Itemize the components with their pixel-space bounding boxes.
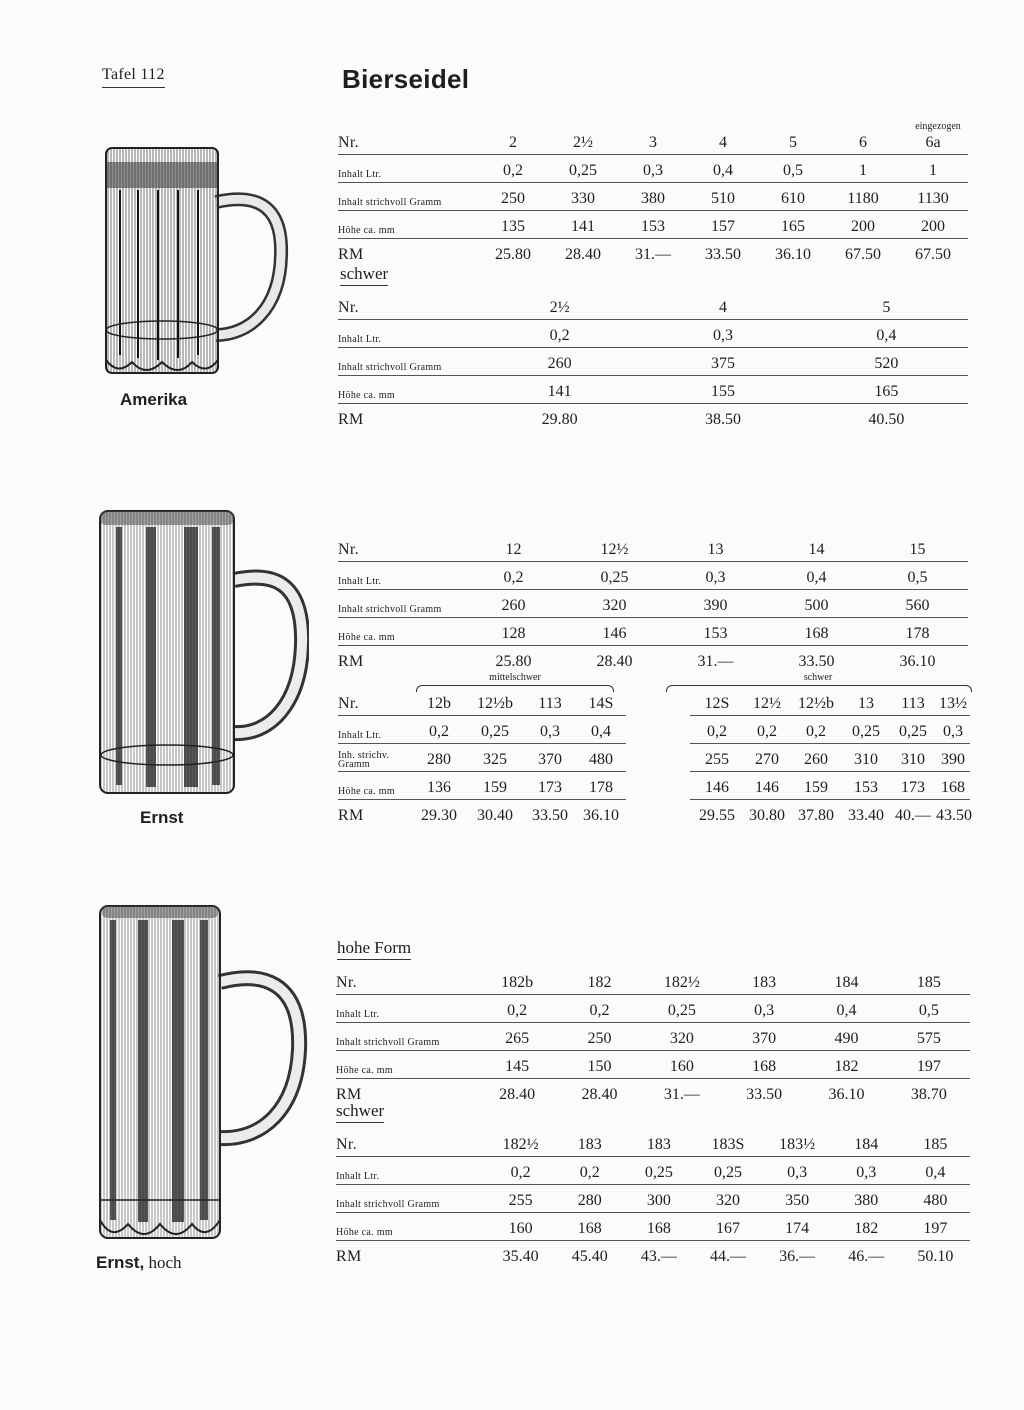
- hoch-schwer-heading: schwer: [336, 1101, 384, 1123]
- page-title: Bierseidel: [342, 64, 470, 94]
- row-gramm: Inhalt strichvoll Gramm 250 330 380 510 610 1180 1130: [338, 183, 968, 211]
- ernst-table: Nr. 12 12½ 13 14 15 Inhalt Ltr. 0,2 0,25 0,3 0,4 0,5 Inhalt strichvoll Gramm 260 320 390 500 560 Höhe ca. mm 128 146 153 168 178 RM 25.80 28.40 31.— 33.50 36.10: [338, 534, 968, 673]
- ernst-mug-illustration: [94, 505, 309, 800]
- amerika-label: Amerika: [120, 390, 188, 409]
- amerika-schwer-heading: schwer: [340, 264, 388, 286]
- hoch-schwer-table: Nr. 182½ 183 183 183S 183½ 184 185 Inhalt Ltr. 0,2 0,2 0,25 0,25 0,3 0,3 0,4 Inhalt strichvoll Gramm 255 280 300 320 350 380 480 Höhe ca. mm 160 168 168 167 174 182 197 RM 35.40 45.40 43.— 44.— 36.— 46.— 50.10: [336, 1129, 970, 1268]
- row-rm: RM 25.80 28.40 31.— 33.50 36.10 67.50 67.50: [338, 246, 951, 263]
- hohe-form-table: Nr. 182b 182 182½ 183 184 185 Inhalt Ltr. 0,2 0,2 0,25 0,3 0,4 0,5 Inhalt strichvoll Gramm 265 250 320 370 490 575 Höhe ca. mm 145 150 160 168 182 197 RM 28.40 28.40 31.— 33.50 36.10 38.70: [336, 967, 970, 1106]
- amerika-mug-illustration: [98, 140, 293, 385]
- group-schwer-label: schwer: [803, 672, 833, 683]
- ernst-hoch-label: Ernst, hoch: [96, 1253, 182, 1272]
- ernst-variants-table: Nr. 12b 12½b 113 14S 12S 12½ 12½b 13 113 13½ Inhalt Ltr. 0,2 0,25 0,3 0,4 0,2 0,2 0,2 0,25 0,25 0,3 Inh. strichv. Gramm 280 325 370 480 255 270 260 310 310 390 Höhe ca. mm 136 159 173 178 146 146 159 153 173 168 RM 29.30 30.40 33.50 36.10 29.55 30.80 37.80 33.40 40.— 43.50: [338, 688, 970, 827]
- ernst-hoch-mug-illustration: [94, 900, 309, 1250]
- hohe-form-heading: hohe Form: [337, 938, 411, 960]
- row-nr: Nr. 2 2½ 3 4 5 6 6a: [338, 127, 968, 155]
- amerika-table: [338, 127, 968, 266]
- amerika-schwer-table: Nr. 2½ 4 5 Inhalt Ltr. 0,2 0,3 0,4 Inhalt strichvoll Gramm 260 375 520 Höhe ca. mm 141 155 165 RM 29.80 38.50 40.50: [338, 292, 968, 431]
- eingezogen-note: eingezogen: [915, 121, 961, 132]
- ernst-label: Ernst: [140, 808, 184, 827]
- plate-number: Tafel 112: [102, 66, 165, 88]
- row-inhalt: Inhalt Ltr. 0,2 0,25 0,3 0,4 0,5 1 1: [338, 155, 968, 183]
- group-mittelschwer-label: mittelschwer: [489, 672, 541, 683]
- row-hoehe: Höhe ca. mm 135 141 153 157 165 200 200: [338, 211, 968, 239]
